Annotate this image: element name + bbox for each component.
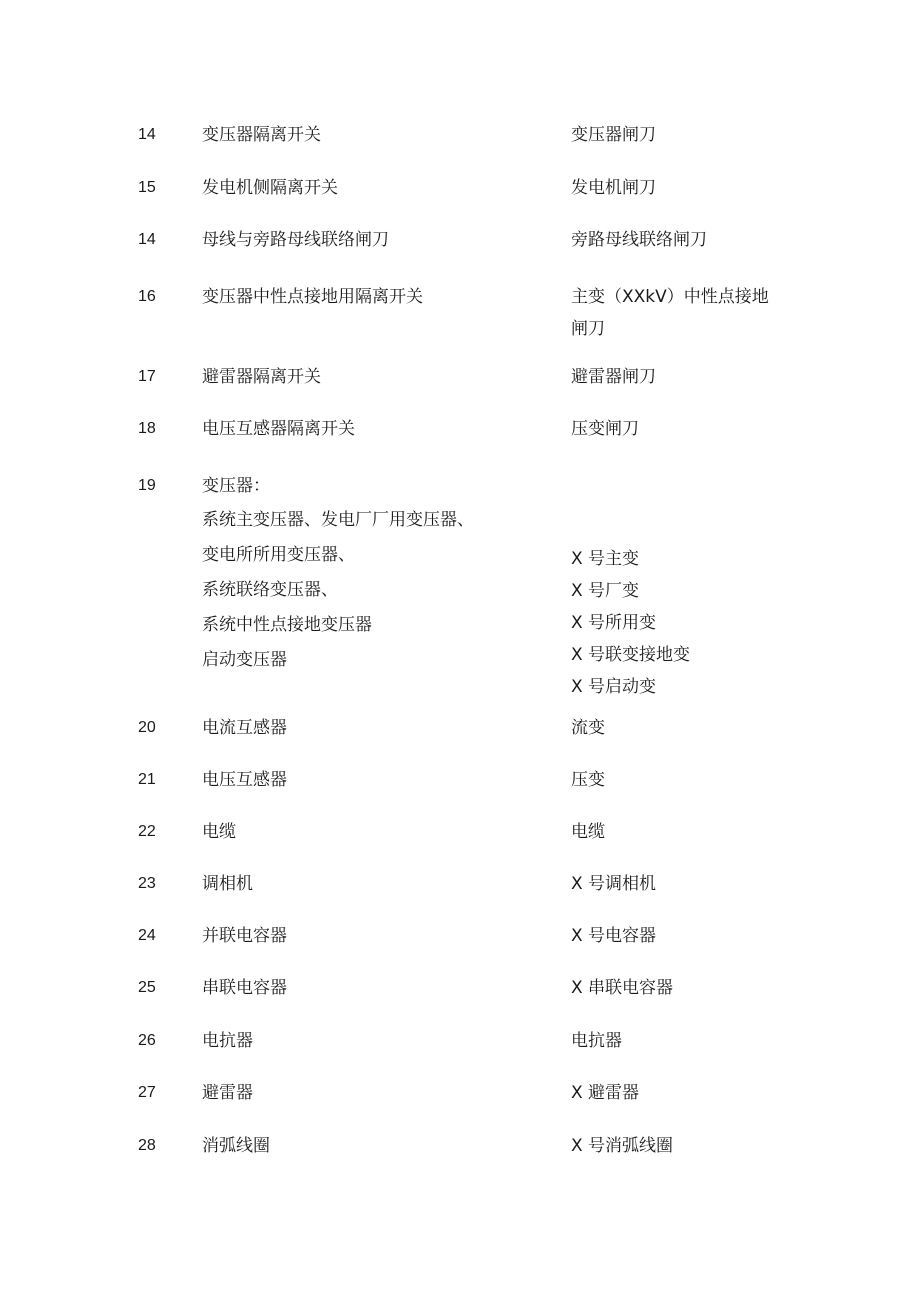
row-number: 15	[138, 179, 156, 196]
equipment-name: 避雷器	[202, 1083, 253, 1103]
dispatch-name: 流变	[571, 718, 605, 738]
row-number: 17	[138, 368, 156, 385]
dispatch-name-line: 主变（XXkV）中性点接地	[571, 287, 769, 307]
equipment-name: 调相机	[202, 874, 253, 894]
equipment-name-line: 变压器：	[202, 476, 270, 496]
equipment-name: 电流互感器	[202, 718, 287, 738]
row-number: 14	[138, 231, 156, 248]
equipment-name-line: 系统主变压器、发电厂厂用变压器、	[202, 510, 474, 530]
dispatch-name: 发电机闸刀	[571, 178, 656, 198]
dispatch-name: 变压器闸刀	[571, 125, 656, 145]
dispatch-name: X 避雷器	[571, 1083, 640, 1103]
row-number: 26	[138, 1032, 156, 1049]
dispatch-name: X 号消弧线圈	[571, 1136, 674, 1156]
dispatch-name: 旁路母线联络闸刀	[571, 230, 707, 250]
equipment-name-line: 启动变压器	[202, 650, 287, 670]
row-number: 18	[138, 420, 156, 437]
equipment-name: 并联电容器	[202, 926, 287, 946]
row-number: 28	[138, 1137, 156, 1154]
dispatch-name-line: X 号主变	[571, 549, 640, 569]
row-number: 27	[138, 1084, 156, 1101]
equipment-name: 电压互感器	[202, 770, 287, 790]
dispatch-name: 压变闸刀	[571, 419, 639, 439]
dispatch-name: 电缆	[571, 822, 605, 842]
dispatch-name	[571, 281, 801, 345]
row-number: 22	[138, 823, 156, 840]
equipment-name-line: 系统中性点接地变压器	[202, 615, 372, 635]
dispatch-name-line: 闸刀	[571, 319, 605, 339]
row-number: 23	[138, 875, 156, 892]
dispatch-name-line: X 号厂变	[571, 581, 640, 601]
row-number: 24	[138, 927, 156, 944]
row-number: 25	[138, 979, 156, 996]
dispatch-name-line: X 号启动变	[571, 677, 657, 697]
equipment-name: 避雷器隔离开关	[202, 367, 321, 387]
dispatch-name: 压变	[571, 770, 605, 790]
dispatch-name: X 串联电容器	[571, 978, 674, 998]
equipment-name: 变压器隔离开关	[202, 125, 321, 145]
equipment-name: 电缆	[202, 822, 236, 842]
equipment-name: 消弧线圈	[202, 1136, 270, 1156]
dispatch-name: X 号电容器	[571, 926, 657, 946]
equipment-name	[202, 470, 542, 679]
equipment-name-line: 变电所所用变压器、	[202, 545, 355, 565]
equipment-name-line: 系统联络变压器、	[202, 580, 338, 600]
equipment-name: 串联电容器	[202, 978, 287, 998]
row-number: 16	[138, 288, 156, 305]
equipment-name: 母线与旁路母线联络闸刀	[202, 230, 389, 250]
equipment-name: 电抗器	[202, 1031, 253, 1051]
row-number: 20	[138, 719, 156, 736]
row-number: 14	[138, 126, 156, 143]
dispatch-name: X 号调相机	[571, 874, 657, 894]
dispatch-name: 电抗器	[571, 1031, 622, 1051]
dispatch-name-line: X 号联变接地变	[571, 645, 691, 665]
dispatch-name-line: X 号所用变	[571, 613, 657, 633]
equipment-name: 变压器中性点接地用隔离开关	[202, 287, 423, 307]
row-number: 19	[138, 477, 156, 494]
dispatch-name: 避雷器闸刀	[571, 367, 656, 387]
dispatch-name	[571, 543, 801, 703]
row-number: 21	[138, 771, 156, 788]
equipment-name: 发电机侧隔离开关	[202, 178, 338, 198]
equipment-name: 电压互感器隔离开关	[202, 419, 355, 439]
